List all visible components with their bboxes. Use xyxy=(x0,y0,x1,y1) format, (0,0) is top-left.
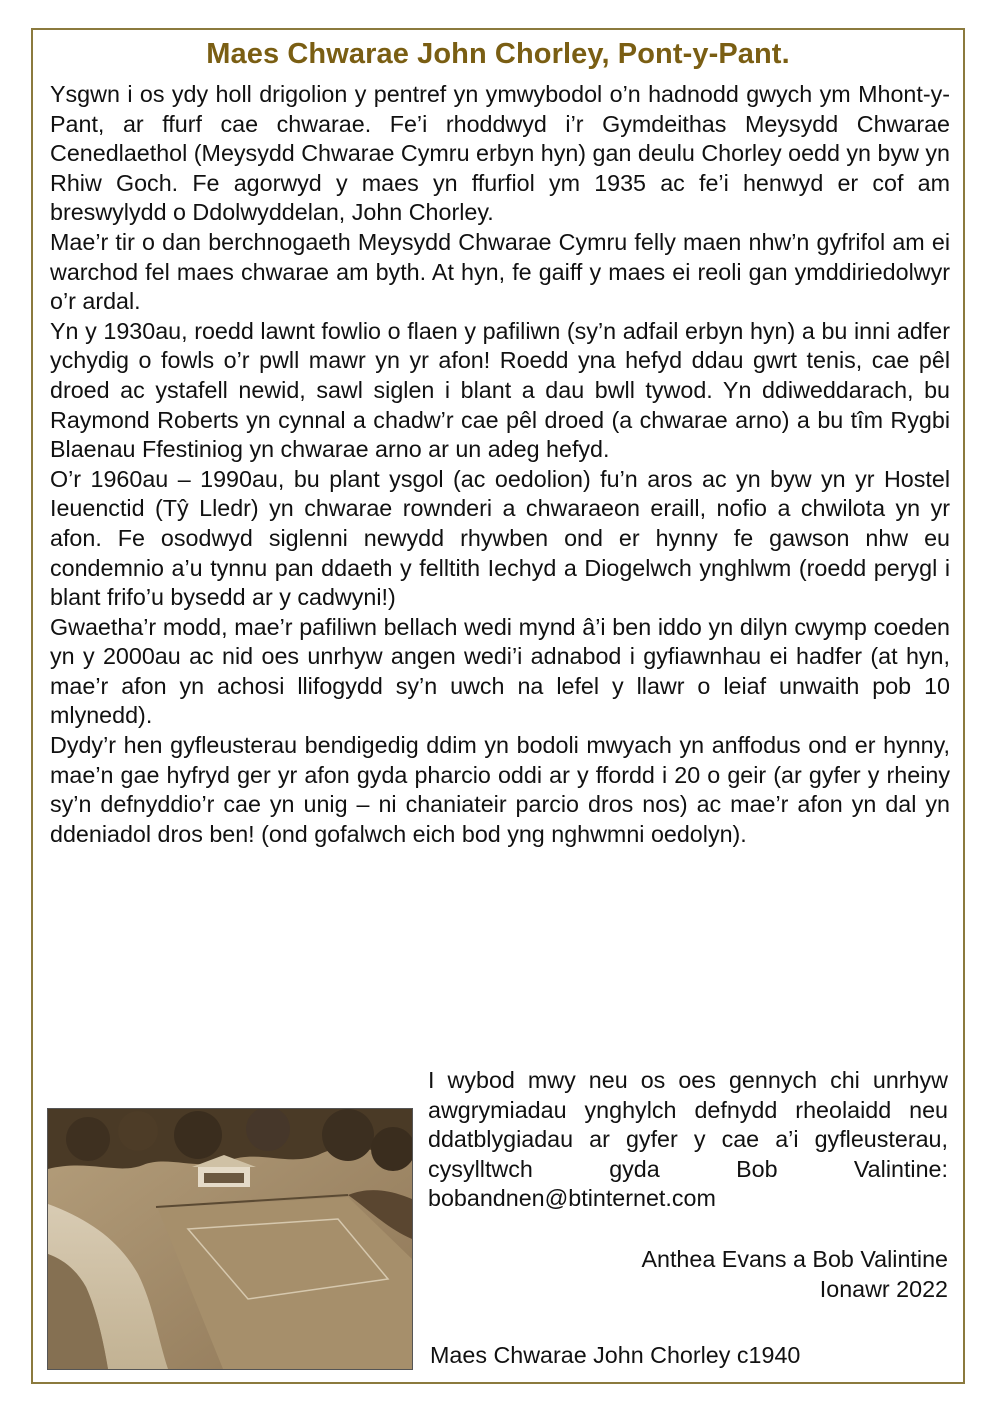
paragraph-ownership: Mae’r tir o dan berchnogaeth Meysydd Chwarae Cymru felly maen nhw’n gyfrifol am ei warchod fel maes chwarae am byth. At hyn, fe gaiff y maes ei reoli gan ymddiriedolwyr o’r ardal. xyxy=(50,228,950,315)
signature-block xyxy=(428,1245,948,1304)
paragraph-intro: Ysgwn i os ydy holl drigolion y pentref yn ymwybodol o’n hadnodd gwych ym Mhont-y-Pant, ar ffurf cae chwarae. Fe’i rhoddwyd i’r Gymdeithas Meysydd Chwarae Cenedlaethol (Meysydd Chwarae Cymru erbyn hyn) gan deulu Chorley oedd yn byw yn Rhiw Goch. Fe agorwyd y maes yn ffurfiol ym 1935 ac fe’i henwyd er cof am breswylydd o Ddolwyddelan, John Chorley. xyxy=(50,81,950,226)
signature-date: Ionawr 2022 xyxy=(819,1275,948,1302)
paragraph-1930s: Yn y 1930au, roedd lawnt fowlio o flaen y pafiliwn (sy’n adfail erbyn hyn) a bu inni adfer ychydig o fowls o’r pwll mawr yn yr afon! Roedd yna hefyd ddau gwrt tenis, cae pêl droed ac ystafell newid, sawl siglen i blant a dau bwll tywod. Yn ddiweddarach, bu Raymond Roberts yn cynnal a chadw’r cae pêl droed (a chwarae arno) a bu tîm Rygbi Blaenau Ffestiniog yn chwarae arno ar un adeg hefyd. xyxy=(50,317,950,463)
historic-photo xyxy=(47,1108,413,1370)
article-body xyxy=(50,80,950,849)
paragraph-pavilion: Gwaetha’r modd, mae’r pafiliwn bellach wedi mynd â’i ben iddo yn dilyn cwymp coeden yn y 2000au ac nid oes unrhyw angen wedi’i adnabod i gyfiawnhau ei hadfer (at hyn, mae’r afon yn achosi llifogydd sy’n uwch na lefel y llawr o leiaf unwaith pob 10 mlynedd). xyxy=(50,613,950,729)
paragraph-today: Dydy’r hen gyfleusterau bendigedig ddim yn bodoli mwyach yn anffodus ond er hynny, mae’n gae hyfryd ger yr afon gyda pharcio oddi ar y ffordd i 20 o geir (ar gyfer y rheiny sy’n defnyddio’r cae yn unig – ni chaniateir parcio dros nos) ac mae’r afon yn dal yn ddeniadol dros ben! (ond gofalwch eich bod yng nghwmni oedolyn). xyxy=(50,732,950,847)
photo-caption: Maes Chwarae John Chorley c1940 xyxy=(430,1342,801,1368)
page-title: Maes Chwarae John Chorley, Pont-y-Pant. xyxy=(206,38,790,70)
paragraph-1960s-1990s: O’r 1960au – 1990au, bu plant ysgol (ac oedolion) fu’n aros ac yn byw yn yr Hostel Ieuenctid (Tŷ Lledr) yn chwarae rownderi a chwaraeon eraill, nofio a chwilota yn yr afon. Fe osodwyd siglenni newydd rhywben ond er hynny fe gawson nhw eu condemnio a’u tynnu pan ddaeth y felltith Iechyd a Diogelwch ynghlwm (roedd perygl i blant frifo’u bysedd ar y cadwyni!) xyxy=(50,465,950,611)
contact-text: I wybod mwy neu os oes gennych chi unrhyw awgrymiadau ynghylch defnydd rheolaidd neu ddatblygiadau ar gyfer y cae a’i gyfleusterau, cysylltwch gyda Bob Valintine: bobandnen@btinternet.com xyxy=(428,1067,948,1212)
signature-authors: Anthea Evans a Bob Valintine xyxy=(641,1246,948,1272)
